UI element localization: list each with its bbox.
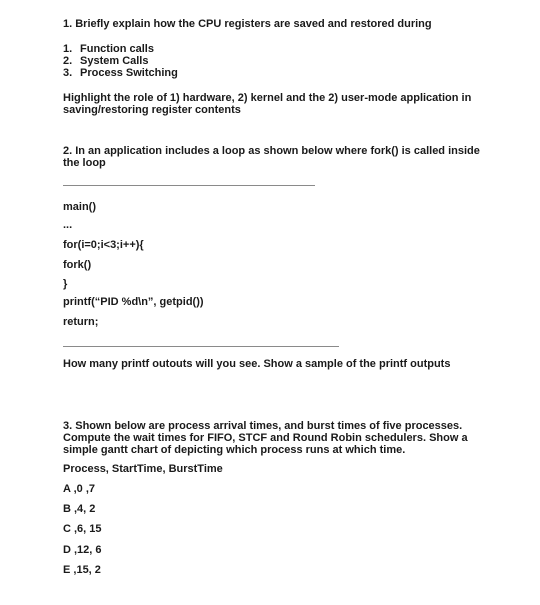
q3-title-line1: 3. Shown below are process arrival times, and burst times of five processes. — [63, 420, 463, 432]
code-line: main() — [63, 201, 96, 213]
q1-list-item — [63, 67, 178, 80]
divider-line — [63, 185, 315, 186]
code-line: } — [63, 278, 68, 290]
q1-item-number: 3. — [63, 67, 73, 79]
process-row: A ,0 ,7 — [63, 483, 95, 495]
code-line: ... — [63, 219, 73, 231]
process-row: C ,6, 15 — [63, 523, 102, 535]
q1-item-text: Function calls — [80, 43, 154, 55]
q3-title-line2: Compute the wait times for FIFO, STCF and Round Robin schedulers. Show a — [63, 432, 468, 444]
process-row: B ,4, 2 — [63, 503, 96, 515]
code-line: fork() — [63, 259, 92, 271]
q1-item-number: 1. — [63, 43, 73, 55]
q1-title: 1. Briefly explain how the CPU registers are saved and restored during — [63, 18, 432, 30]
divider-line — [63, 346, 339, 347]
q2-title-line1: 2. In an application includes a loop as shown below where fork() is called inside — [63, 145, 480, 157]
q3-table-header: Process, StartTime, BurstTime — [63, 463, 223, 475]
process-row: E ,15, 2 — [63, 564, 101, 576]
code-line: printf(“PID %d\n”, getpid()) — [63, 296, 204, 308]
q1-item-text: System Calls — [80, 55, 149, 67]
q1-item-number: 2. — [63, 55, 73, 67]
process-row: D ,12, 6 — [63, 544, 102, 556]
q2-question: How many printf outouts will you see. Show a sample of the printf outputs — [63, 358, 451, 370]
q1-highlight-line1: Highlight the role of 1) hardware, 2) kernel and the 2) user-mode application in — [63, 92, 472, 104]
q3-title-line3: simple gantt chart of depicting which process runs at which time. — [63, 444, 406, 456]
code-line: for(i=0;i<3;i++){ — [63, 239, 144, 251]
code-line: return; — [63, 316, 99, 328]
q1-highlight-line2: saving/restoring register contents — [63, 104, 241, 116]
q2-title-line2: the loop — [63, 157, 106, 169]
q1-item-text: Process Switching — [80, 67, 178, 79]
